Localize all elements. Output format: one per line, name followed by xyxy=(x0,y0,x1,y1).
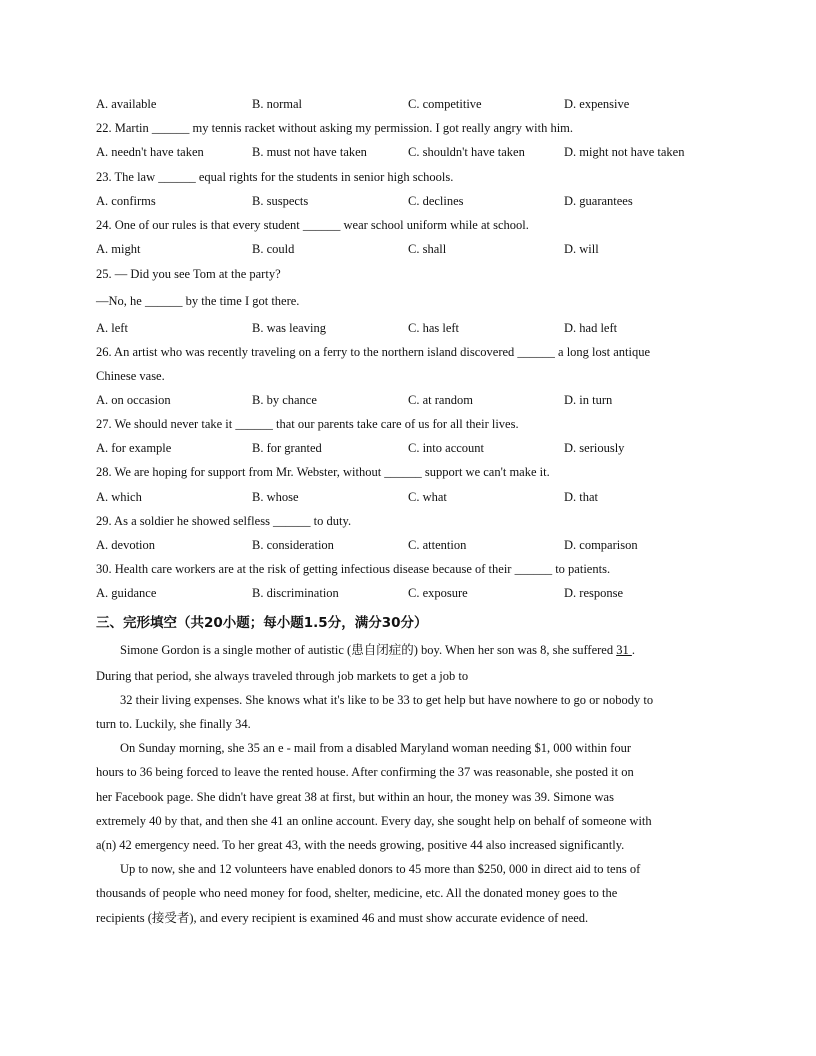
passage-line-4: turn to. Luckily, she finally 34. xyxy=(96,717,251,731)
q26-option-d[interactable]: D. in turn xyxy=(564,393,613,407)
passage-line-1-text: Simone Gordon is a single mother of autistic (患自闭症的) boy. When her son was 8, she suffered xyxy=(120,643,617,657)
passage-line-3: 32 their living expenses. She knows what it's like to be 33 to get help but have nowhere to go or nobody to xyxy=(120,693,654,707)
q27-option-a[interactable]: A. for example xyxy=(96,441,172,455)
passage-line-12: recipients (接受者), and every recipient is examined 46 and must show accurate evidence of need. xyxy=(96,911,589,925)
q27-option-c[interactable]: C. into account xyxy=(408,441,485,455)
q26-stem: 26. An artist who was recently traveling on a ferry to the northern island discovered ______ a long lost antique xyxy=(96,345,651,359)
q29-option-d[interactable]: D. comparison xyxy=(564,538,638,552)
passage-line-11: thousands of people who need money for food, shelter, medicine, etc. All the donated money goes to the xyxy=(96,886,618,900)
q26-option-a[interactable]: A. on occasion xyxy=(96,393,171,407)
q27-option-b[interactable]: B. for granted xyxy=(252,441,322,455)
q26-option-b[interactable]: B. by chance xyxy=(252,393,317,407)
passage-line-2: During that period, she always traveled through job markets to get a job to xyxy=(96,669,469,683)
passage-line-10: Up to now, she and 12 volunteers have enabled donors to 45 more than $250, 000 in direct aid to tens of xyxy=(120,862,641,876)
passage-line-8: extremely 40 by that, and then she 41 an online account. Every day, she sought help on behalf of someone with xyxy=(96,814,652,828)
q21-option-a[interactable]: A. available xyxy=(96,97,157,111)
q23-stem: 23. The law ______ equal rights for the students in senior high schools. xyxy=(96,170,454,184)
q24-option-b[interactable]: B. could xyxy=(252,242,295,256)
q23-option-c[interactable]: C. declines xyxy=(408,194,464,208)
q29-option-b[interactable]: B. consideration xyxy=(252,538,334,552)
q22-option-a[interactable]: A. needn't have taken xyxy=(96,145,204,159)
q21-option-b[interactable]: B. normal xyxy=(252,97,302,111)
q30-option-b[interactable]: B. discrimination xyxy=(252,586,339,600)
q30-option-d[interactable]: D. response xyxy=(564,586,624,600)
q25-option-c[interactable]: C. has left xyxy=(408,321,460,335)
passage-line-7: her Facebook page. She didn't have great 38 at first, but within an hour, the money was 39. Simone was xyxy=(96,790,614,804)
q21-option-d[interactable]: D. expensive xyxy=(564,97,630,111)
q26-stem-cont: Chinese vase. xyxy=(96,369,165,383)
q30-option-c[interactable]: C. exposure xyxy=(408,586,468,600)
q22-option-b[interactable]: B. must not have taken xyxy=(252,145,367,159)
q30-stem: 30. Health care workers are at the risk of getting infectious disease because of their ______ to patients. xyxy=(96,562,611,576)
q25-option-a[interactable]: A. left xyxy=(96,321,128,335)
q28-stem: 28. We are hoping for support from Mr. Webster, without ______ support we can't make it. xyxy=(96,465,550,479)
q22-option-c[interactable]: C. shouldn't have taken xyxy=(408,145,525,159)
passage-line-5: On Sunday morning, she 35 an e - mail from a disabled Maryland woman needing $1, 000 within four xyxy=(120,741,632,755)
q25-option-b[interactable]: B. was leaving xyxy=(252,321,326,335)
q24-option-c[interactable]: C. shall xyxy=(408,242,447,256)
q24-option-d[interactable]: D. will xyxy=(564,242,599,256)
passage-line-9: a(n) 42 emergency need. To her great 43, with the needs growing, positive 44 also increased significantly. xyxy=(96,838,625,852)
q24-option-a[interactable]: A. might xyxy=(96,242,141,256)
q27-option-d[interactable]: D. seriously xyxy=(564,441,625,455)
section-3-heading: 三、完形填空（共20小题；每小题1.5分，满分30分） xyxy=(96,615,428,631)
q30-option-a[interactable]: A. guidance xyxy=(96,586,157,600)
q25-option-d[interactable]: D. had left xyxy=(564,321,618,335)
q27-stem: 27. We should never take it ______ that our parents take care of us for all their lives. xyxy=(96,417,519,431)
q28-option-a[interactable]: A. which xyxy=(96,490,142,504)
q29-option-c[interactable]: C. attention xyxy=(408,538,467,552)
q24-stem: 24. One of our rules is that every student ______ wear school uniform while at school. xyxy=(96,218,529,232)
q22-stem: 22. Martin ______ my tennis racket without asking my permission. I got really angry with him. xyxy=(96,121,574,135)
q23-option-a[interactable]: A. confirms xyxy=(96,194,156,208)
q21-option-c[interactable]: C. competitive xyxy=(408,97,482,111)
q28-option-b[interactable]: B. whose xyxy=(252,490,299,504)
q26-option-c[interactable]: C. at random xyxy=(408,393,473,407)
q23-option-b[interactable]: B. suspects xyxy=(252,194,309,208)
passage-line-1-end: . xyxy=(631,643,635,657)
q22-option-d[interactable]: D. might not have taken xyxy=(564,145,685,159)
q25-stem-reply: —No, he ______ by the time I got there. xyxy=(96,294,300,308)
passage-line-6: hours to 36 being forced to leave the rented house. After confirming the 37 was reasonable, she posted it on xyxy=(96,765,634,779)
q28-option-d[interactable]: D. that xyxy=(564,490,599,504)
passage-line-1 xyxy=(120,642,744,658)
q28-option-c[interactable]: C. what xyxy=(408,490,447,504)
q29-option-a[interactable]: A. devotion xyxy=(96,538,156,552)
q25-stem: 25. — Did you see Tom at the party? xyxy=(96,267,281,281)
blank-31[interactable]: 31 xyxy=(616,643,632,657)
q23-option-d[interactable]: D. guarantees xyxy=(564,194,633,208)
q29-stem: 29. As a soldier he showed selfless ______ to duty. xyxy=(96,514,352,528)
